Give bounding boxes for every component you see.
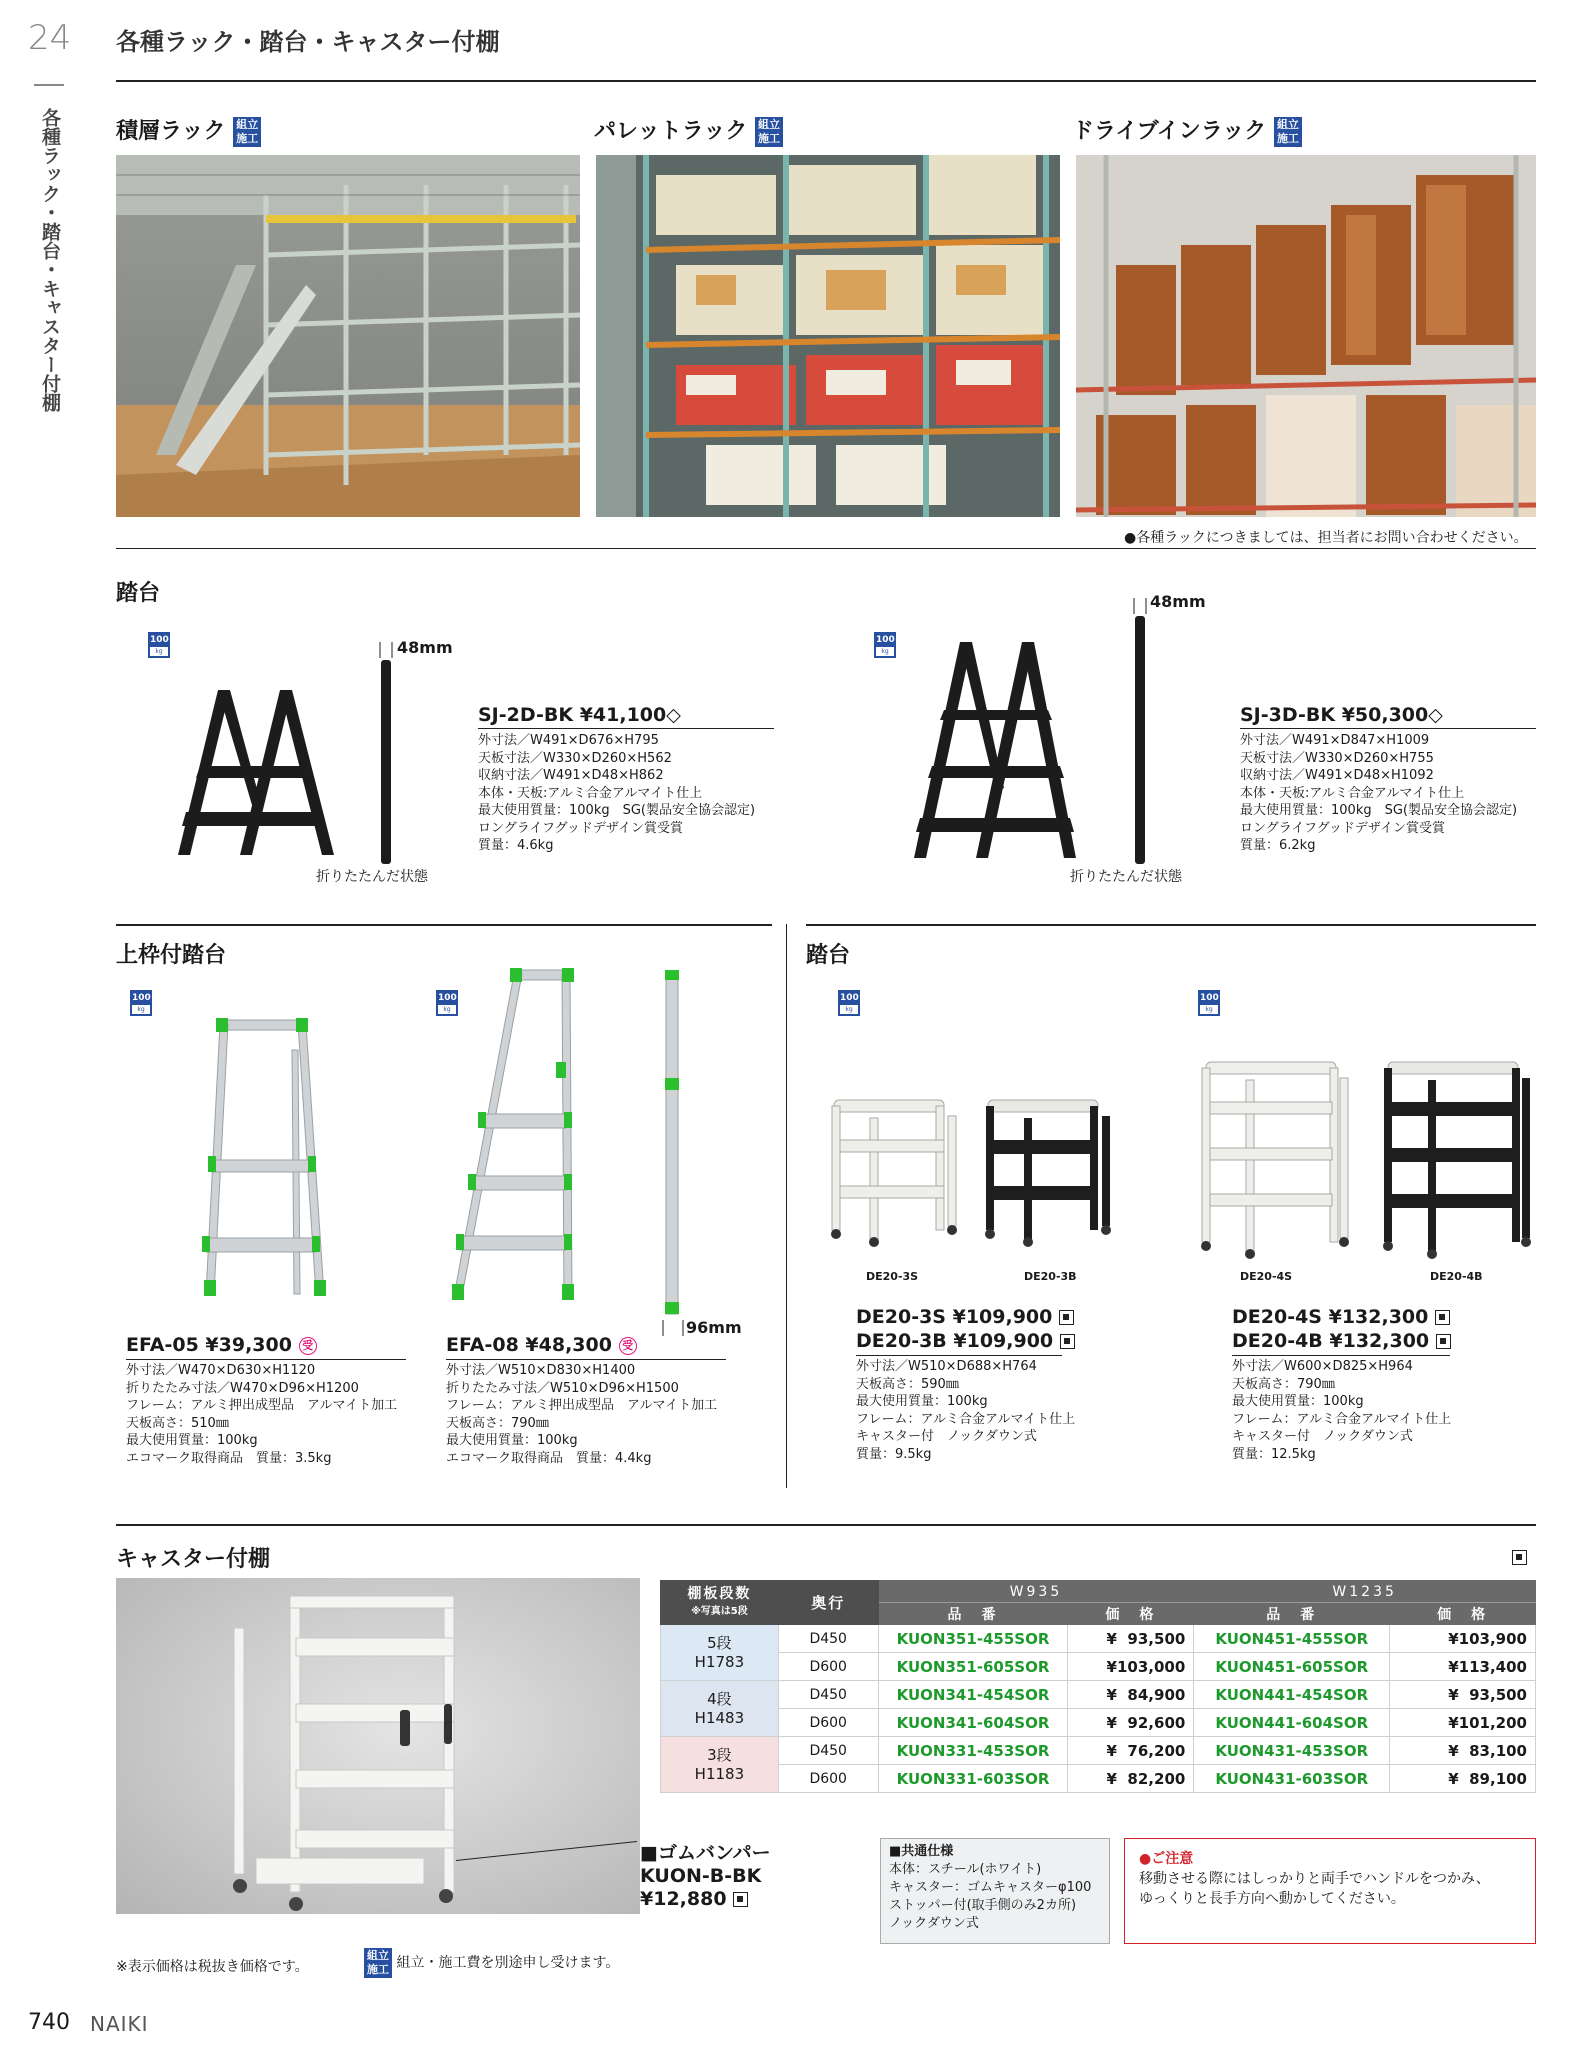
assembly-badge: 組立 施工: [233, 117, 261, 147]
table-row: [661, 1737, 1536, 1765]
efa-05-rule: [126, 1359, 406, 1360]
de20-3-rule: [856, 1355, 1062, 1356]
rack-title-text: 積層ラック: [116, 119, 226, 144]
middle-divider: [786, 924, 787, 1488]
price-cell: ¥ 92,600: [1068, 1709, 1194, 1737]
folded-state-label: 折りたたんだ状態: [316, 869, 428, 885]
efa-folded-dimension: 96mm: [686, 1318, 742, 1337]
table-row: [661, 1653, 1536, 1681]
bumper-price: ¥12,880: [640, 1888, 727, 1910]
w1235-header: W1235: [1194, 1581, 1536, 1603]
efa-05-name-price: EFA-05 ¥39,300 受: [126, 1334, 317, 1356]
caster-shelf-photo: [116, 1578, 640, 1914]
header-rule: [116, 80, 1536, 82]
price-cell: ¥103,900: [1390, 1625, 1536, 1653]
price-mark-icon: [1435, 1310, 1450, 1325]
depth-cell: D450: [778, 1625, 878, 1653]
rack-title-2: [594, 114, 783, 147]
efa-05-specs: 外寸法／W470×D630×H1120 折りたたみ寸法／W470×D96×H1200 フレーム：アルミ押出成型品 アルマイト加工 天板高さ：510㎜ 最大使用質量：100kg エコマーク取得商品 質量：3.5kg: [126, 1363, 398, 1466]
tier-cell: 4段 H1483: [661, 1681, 779, 1737]
price-cell: ¥101,200: [1390, 1709, 1536, 1737]
rack-title-1: [116, 114, 261, 147]
de20-4s-illustration: [1196, 1052, 1356, 1262]
brand: NAIKI: [90, 2012, 149, 2036]
table-row: [661, 1625, 1536, 1653]
caution-box: ●ご注意 移動させる際にはしっかりと両手でハンドルをつかみ、 ゆっくりと長手方向へ動かしてください。: [1124, 1838, 1536, 1944]
sj-2d-bk-rule: [478, 728, 774, 729]
de-section-title: 踏台: [806, 943, 851, 968]
rack-title-text: パレットラック: [594, 119, 748, 144]
side-title: 各種ラック・踏台・キャスター付棚: [39, 108, 61, 412]
load-100kg-icon: 100 kg: [1198, 990, 1220, 1016]
framed-section-title: 上枠付踏台: [116, 943, 227, 968]
chapter-number: 24: [28, 18, 72, 58]
de20-3b-illustration: [980, 1090, 1116, 1250]
drive-in-rack-photo: [1076, 155, 1536, 517]
depth-cell: D600: [778, 1709, 878, 1737]
de20-3s-label: DE20-3S: [866, 1270, 919, 1283]
efa-08-name-price: EFA-08 ¥48,300 受: [446, 1334, 637, 1356]
price-cell: ¥ 93,500: [1068, 1625, 1194, 1653]
de20-4-specs: 外寸法／W600×D825×H964 天板高さ：790㎜ 最大使用質量：100kg フレーム：アルミ合金アルマイト仕上 キャスター付 ノックダウン式 質量：12.5kg: [1232, 1359, 1452, 1462]
sj-3d-bk-ladder-illustration: [900, 638, 1100, 862]
load-100kg-icon: 100 kg: [838, 990, 860, 1016]
code-cell: KUON331-453SOR: [878, 1737, 1068, 1765]
caster-price-table: [660, 1580, 1536, 1793]
de20-4-rule: [1232, 1355, 1450, 1356]
de20-4s-name-price: DE20-4S ¥132,300: [1232, 1306, 1450, 1328]
bumper-block: [640, 1842, 771, 1911]
de20-4s-label: DE20-4S: [1240, 1270, 1293, 1283]
price-mark-icon: [733, 1892, 748, 1907]
sj-2d-bk-ladder-illustration: [160, 680, 360, 860]
efa-folded-illustration: [660, 966, 686, 1336]
price-cell: ¥ 89,100: [1390, 1765, 1536, 1793]
code-cell: KUON441-454SOR: [1194, 1681, 1390, 1709]
mezzanine-rack-photo: [116, 155, 580, 517]
price-column-header: 価 格: [1068, 1603, 1194, 1625]
de20-3b-name-price: DE20-3B ¥109,900: [856, 1330, 1075, 1352]
efa-05-ladder-illustration: [196, 1010, 336, 1300]
sj-3d-bk-rule: [1240, 728, 1536, 729]
assembly-badge: 組立 施工: [755, 117, 783, 147]
de20-4b-label: DE20-4B: [1430, 1270, 1483, 1283]
code-cell: KUON431-603SOR: [1194, 1765, 1390, 1793]
caution-title: ●ご注意: [1139, 1851, 1194, 1867]
rack-rule: [116, 548, 1536, 549]
de20-3-specs: 外寸法／W510×D688×H764 天板高さ：590㎜ 最大使用質量：100kg フレーム：アルミ合金アルマイト仕上 キャスター付 ノックダウン式 質量：9.5kg: [856, 1359, 1076, 1462]
sj-2d-bk-dimension: 48mm: [397, 638, 453, 657]
rack-note: ●各種ラックにつきましては、担当者にお問い合わせください。: [1124, 530, 1528, 546]
bumper-code: KUON-B-BK: [640, 1865, 762, 1887]
efa-08-specs: 外寸法／W510×D830×H1400 折りたたみ寸法／W510×D96×H1500 フレーム：アルミ押出成型品 アルマイト加工 天板高さ：790㎜ 最大使用質量：100kg エコマーク取得商品 質量：4.4kg: [446, 1363, 718, 1466]
price-cell: ¥ 83,100: [1390, 1737, 1536, 1765]
depth-cell: D600: [778, 1653, 878, 1681]
page-number: 740: [28, 2010, 70, 2035]
code-cell: KUON331-603SOR: [878, 1765, 1068, 1793]
code-cell: KUON451-455SOR: [1194, 1625, 1390, 1653]
de20-3s-illustration: [826, 1090, 962, 1250]
bumper-title: ■ゴムバンパー: [640, 1842, 771, 1864]
depth-cell: D600: [778, 1765, 878, 1793]
sj-3d-bk-specs: 外寸法／W491×D847×H1009 天板寸法／W330×D260×H755 収納寸法／W491×D48×H1092 本体・天板:アルミ合金アルマイト仕上 最大使用質量：100kg SG(製品安全協会認定) ロングライフグッドデザイン賞受賞 質量：6.2kg: [1240, 733, 1518, 853]
code-cell: KUON351-455SOR: [878, 1625, 1068, 1653]
chapter-number-underline: [34, 84, 64, 86]
sj-2d-bk-name-price: SJ-2D-BK ¥41,100◇: [478, 704, 681, 726]
load-100kg-icon: 100 kg: [130, 990, 152, 1016]
load-100kg-icon: 100 kg: [148, 632, 170, 658]
de20-4b-illustration: [1378, 1052, 1538, 1262]
table-row: [661, 1681, 1536, 1709]
common-spec-box: ■共通仕様 本体：スチール(ホワイト) キャスター：ゴムキャスターφ100 ストッパー付(取手側のみ2カ所) ノックダウン式: [880, 1838, 1110, 1944]
pallet-rack-photo: [596, 155, 1060, 517]
code-cell: KUON341-454SOR: [878, 1681, 1068, 1709]
framed-section-rule: [116, 924, 772, 926]
efa-08-rule: [446, 1359, 726, 1360]
price-mark-icon: [1059, 1310, 1074, 1325]
sj-2d-bk-specs: 外寸法／W491×D676×H795 天板寸法／W330×D260×H562 収納寸法／W491×D48×H862 本体・天板:アルミ合金アルマイト仕上 最大使用質量：100kg SG(製品安全協会認定) ロングライフグッドデザイン賞受賞 質量：4.6kg: [478, 733, 756, 853]
caster-section-title: キャスター付棚: [116, 1547, 271, 1572]
stepladder-section-title: 踏台: [116, 581, 161, 606]
rack-title-text: ドライブインラック: [1072, 119, 1267, 144]
depth-cell: D450: [778, 1681, 878, 1709]
code-cell: KUON451-605SOR: [1194, 1653, 1390, 1681]
common-spec-title: ■共通仕様: [889, 1844, 954, 1859]
code-cell: KUON441-604SOR: [1194, 1709, 1390, 1737]
de-section-rule: [806, 924, 1536, 926]
code-cell: KUON341-604SOR: [878, 1709, 1068, 1737]
folded-state-label: 折りたたんだ状態: [1070, 869, 1182, 885]
price-mark-icon: [1436, 1334, 1451, 1349]
tier-cell: 5段 H1783: [661, 1625, 779, 1681]
price-cell: ¥ 82,200: [1068, 1765, 1194, 1793]
price-cell: ¥ 76,200: [1068, 1737, 1194, 1765]
code-column-header: 品 番: [1194, 1603, 1390, 1625]
w935-header: W935: [878, 1581, 1194, 1603]
sj-3d-bk-name-price: SJ-3D-BK ¥50,300◇: [1240, 704, 1443, 726]
assembly-badge: 組立 施工: [364, 1948, 392, 1978]
green-purchase-mark: 受: [619, 1337, 637, 1355]
tier-cell: 3段 H1183: [661, 1737, 779, 1793]
price-column-header: 価 格: [1390, 1603, 1536, 1625]
tier-column-header: 棚板段数 ※写真は5段: [661, 1581, 779, 1625]
de20-3b-label: DE20-3B: [1024, 1270, 1077, 1283]
sj-3d-bk-folded-illustration: [1130, 596, 1150, 864]
code-column-header: 品 番: [878, 1603, 1068, 1625]
code-cell: KUON351-605SOR: [878, 1653, 1068, 1681]
price-mark-icon: [1512, 1550, 1527, 1565]
table-row: [661, 1765, 1536, 1793]
green-purchase-mark: 受: [299, 1337, 317, 1355]
assembly-note: 組立 施工 組立・施工費を別途申し受けます。: [364, 1948, 619, 1978]
de20-3s-name-price: DE20-3S ¥109,900: [856, 1306, 1074, 1328]
price-cell: ¥ 84,900: [1068, 1681, 1194, 1709]
tax-note: ※表示価格は税抜き価格です。: [116, 1959, 309, 1975]
depth-cell: D450: [778, 1737, 878, 1765]
efa-08-ladder-illustration: [448, 966, 588, 1302]
caster-section-rule: [116, 1524, 1536, 1526]
code-cell: KUON431-453SOR: [1194, 1737, 1390, 1765]
rack-title-3: [1072, 114, 1302, 147]
sj-2d-bk-folded-illustration: [376, 640, 396, 864]
load-100kg-icon: 100 kg: [436, 990, 458, 1016]
chapter-title: 各種ラック・踏台・キャスター付棚: [116, 28, 500, 56]
price-cell: ¥113,400: [1390, 1653, 1536, 1681]
price-mark-icon: [1060, 1334, 1075, 1349]
de20-4b-name-price: DE20-4B ¥132,300: [1232, 1330, 1451, 1352]
price-cell: ¥103,000: [1068, 1653, 1194, 1681]
depth-column-header: 奥行: [778, 1581, 878, 1625]
load-100kg-icon: 100 kg: [874, 632, 896, 658]
table-row: [661, 1709, 1536, 1737]
assembly-badge: 組立 施工: [1274, 117, 1302, 147]
sj-3d-bk-dimension: 48mm: [1150, 592, 1206, 611]
price-cell: ¥ 93,500: [1390, 1681, 1536, 1709]
